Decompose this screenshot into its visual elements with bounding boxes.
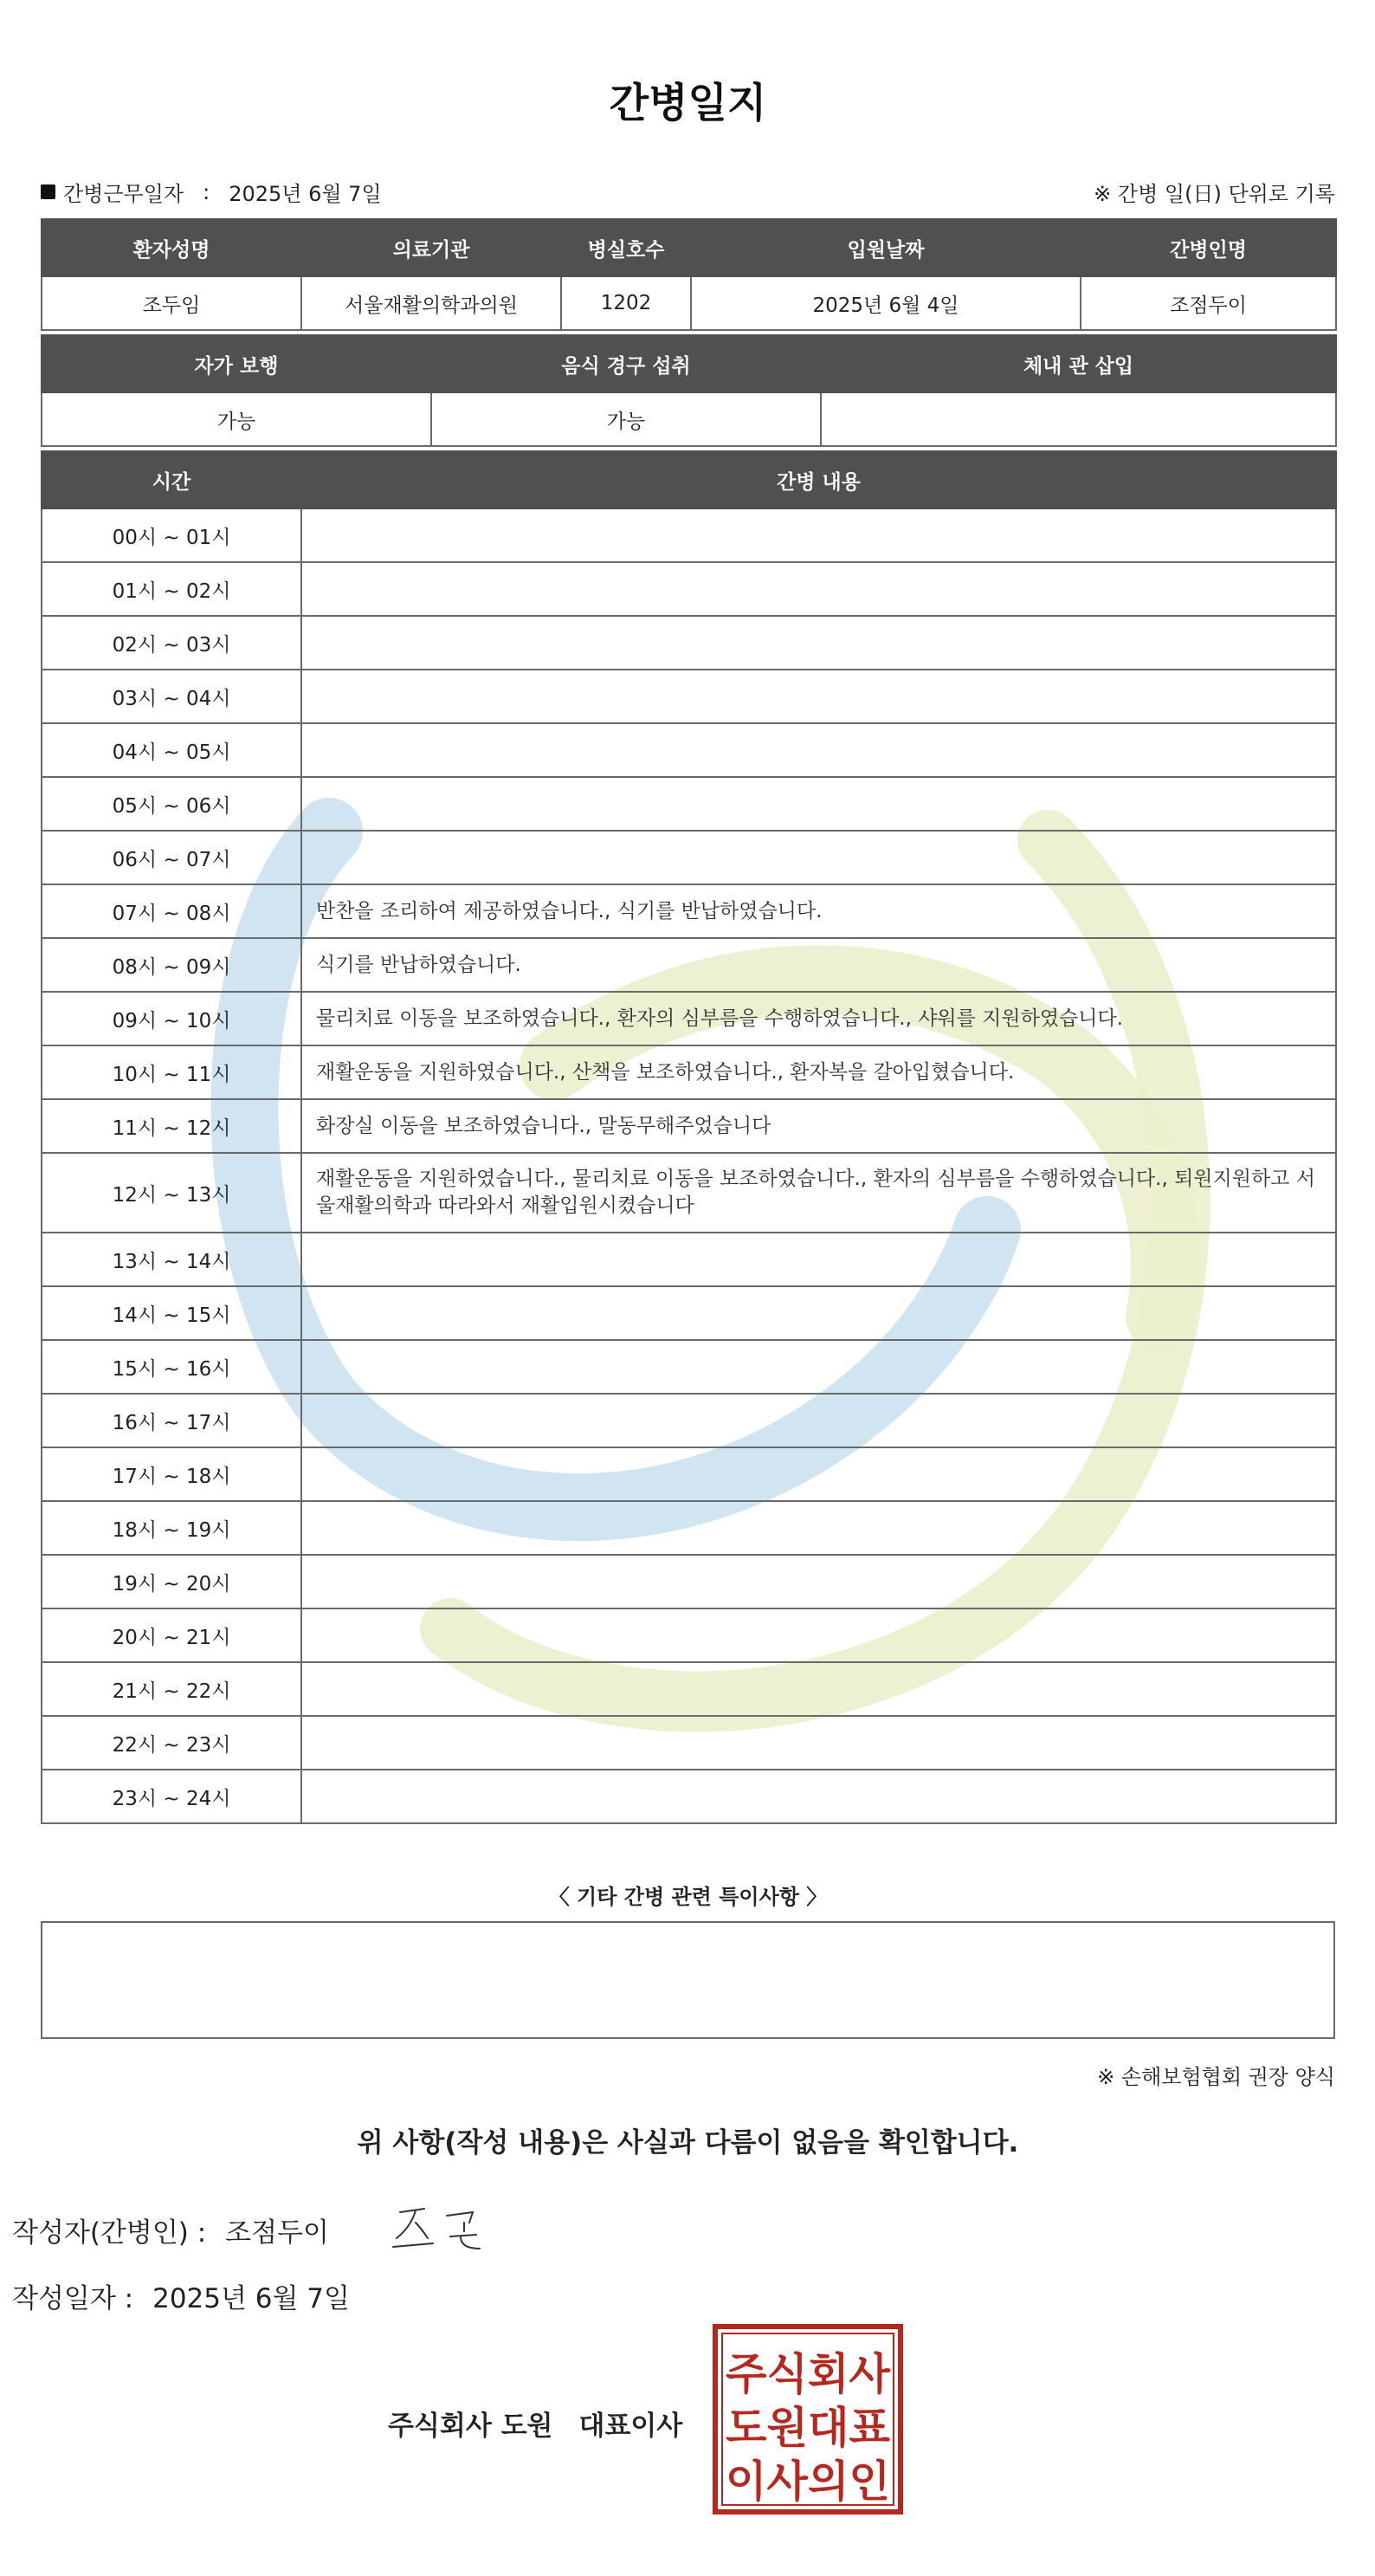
care-log-table xyxy=(41,450,1337,1824)
special-notes-box xyxy=(41,1921,1335,2039)
room-number: 1202 xyxy=(561,276,691,330)
care-log-content: 물리치료 이동을 보조하였습니다., 환자의 심부름을 수행하였습니다., 샤워를 지원하였습니다. xyxy=(301,992,1336,1045)
care-log-row xyxy=(42,1501,1336,1555)
writer-name: 조점두이 xyxy=(225,2217,329,2249)
care-log-content xyxy=(301,1608,1336,1662)
care-log-content xyxy=(301,616,1336,670)
care-log-row xyxy=(42,1233,1336,1286)
admission-date: 2025년 6월 4일 xyxy=(691,276,1081,330)
care-log-content xyxy=(301,777,1336,831)
care-log-row xyxy=(42,1394,1336,1447)
written-date-line xyxy=(12,2276,350,2315)
care-log-content xyxy=(301,1555,1336,1608)
care-log-time: 17시 ~ 18시 xyxy=(42,1447,301,1501)
care-log-time: 15시 ~ 16시 xyxy=(42,1340,301,1394)
care-log-row xyxy=(42,938,1336,992)
work-date-separator: : xyxy=(203,179,210,204)
care-log-row xyxy=(42,1608,1336,1662)
square-bullet-icon xyxy=(41,184,55,199)
svg-text:이사의인: 이사의인 xyxy=(726,2456,890,2507)
care-log-content xyxy=(301,831,1336,884)
page-title: 간병일지 xyxy=(609,80,767,127)
care-log-time: 22시 ~ 23시 xyxy=(42,1716,301,1770)
care-log-time: 23시 ~ 24시 xyxy=(42,1770,301,1823)
care-log-header-row xyxy=(42,451,1336,508)
care-log-content xyxy=(301,1501,1336,1555)
care-log-time: 18시 ~ 19시 xyxy=(42,1501,301,1555)
company-name: 주식회사 도원 xyxy=(388,2411,553,2442)
care-log-content xyxy=(301,508,1336,562)
patient-name: 조두임 xyxy=(42,276,301,330)
care-log-row xyxy=(42,1045,1336,1099)
work-date-label: 간병근무일자 xyxy=(63,182,184,206)
header-room-number: 병실호수 xyxy=(561,219,691,276)
care-log-row xyxy=(42,1447,1336,1501)
care-log-row xyxy=(42,1340,1336,1394)
company-line xyxy=(388,2404,682,2443)
confirmation-statement: 위 사항(작성 내용)은 사실과 다름이 없음을 확인합니다. xyxy=(357,2127,1019,2159)
writer-label: 작성자(간병인) : xyxy=(12,2217,207,2249)
care-log-time: 20시 ~ 21시 xyxy=(42,1608,301,1662)
oral-intake-value: 가능 xyxy=(431,392,821,446)
care-log-content xyxy=(301,562,1336,616)
care-log-time: 21시 ~ 22시 xyxy=(42,1662,301,1716)
patient-info-table xyxy=(41,218,1337,331)
care-log-time: 03시 ~ 04시 xyxy=(42,670,301,723)
care-log-time: 04시 ~ 05시 xyxy=(42,723,301,777)
header-time: 시간 xyxy=(42,451,301,508)
care-log-time: 06시 ~ 07시 xyxy=(42,831,301,884)
care-log-row xyxy=(42,723,1336,777)
care-log-row xyxy=(42,1099,1336,1153)
patient-info-value-row xyxy=(42,276,1336,330)
svg-text:주식회사: 주식회사 xyxy=(726,2349,891,2399)
care-log-time: 10시 ~ 11시 xyxy=(42,1045,301,1099)
written-date-label: 작성일자 : xyxy=(12,2283,134,2314)
tube-insertion-value xyxy=(821,392,1336,446)
care-log-time: 02시 ~ 03시 xyxy=(42,616,301,670)
care-log-row xyxy=(42,831,1336,884)
work-date-line xyxy=(41,177,382,207)
care-log-row xyxy=(42,562,1336,616)
care-log-time: 01시 ~ 02시 xyxy=(42,562,301,616)
care-log-content xyxy=(301,1770,1336,1823)
care-log-content: 식기를 반납하였습니다. xyxy=(301,938,1336,992)
care-log-content: 재활운동을 지원하였습니다., 산책을 보조하였습니다., 환자복을 갈아입혔습니다. xyxy=(301,1045,1336,1099)
header-tube-insertion: 체내 관 삽입 xyxy=(821,335,1336,392)
care-log-time: 16시 ~ 17시 xyxy=(42,1394,301,1447)
care-log-content xyxy=(301,670,1336,723)
header-hospital: 의료기관 xyxy=(301,219,561,276)
care-log-content xyxy=(301,1233,1336,1286)
care-log-row xyxy=(42,1770,1336,1823)
care-log-row xyxy=(42,884,1336,938)
handwritten-signature xyxy=(390,2197,502,2257)
care-log-content xyxy=(301,1286,1336,1340)
company-title: 대표이사 xyxy=(578,2411,683,2442)
care-log-row xyxy=(42,1153,1336,1233)
care-log-time: 13시 ~ 14시 xyxy=(42,1233,301,1286)
care-log-content: 반찬을 조리하여 제공하였습니다., 식기를 반납하였습니다. xyxy=(301,884,1336,938)
care-log-row xyxy=(42,616,1336,670)
care-log-time: 14시 ~ 15시 xyxy=(42,1286,301,1340)
care-log-content xyxy=(301,1662,1336,1716)
care-log-row xyxy=(42,1716,1336,1770)
care-log-content: 재활운동을 지원하였습니다., 물리치료 이동을 보조하였습니다., 환자의 심부름을 수행하였습니다., 퇴원지원하고 서울재활의학과 따라와서 재활입원시켰습니다 xyxy=(301,1153,1336,1233)
care-log-content xyxy=(301,1447,1336,1501)
work-date-value: 2025년 6월 7일 xyxy=(229,182,382,206)
care-log-content: 화장실 이동을 보조하였습니다., 말동무해주었습니다 xyxy=(301,1099,1336,1153)
care-log-row xyxy=(42,1286,1336,1340)
care-log-row xyxy=(42,508,1336,562)
self-walking-value: 가능 xyxy=(42,392,431,446)
header-care-content: 간병 내용 xyxy=(301,451,1336,508)
care-log-row xyxy=(42,670,1336,723)
written-date-value: 2025년 6월 7일 xyxy=(152,2283,350,2314)
header-admission-date: 입원날짜 xyxy=(691,219,1081,276)
care-log-content xyxy=(301,1394,1336,1447)
patient-status-header-row xyxy=(42,335,1336,392)
care-log-time: 11시 ~ 12시 xyxy=(42,1099,301,1153)
care-log-row xyxy=(42,777,1336,831)
daily-record-note: ※ 간병 일(日) 단위로 기록 xyxy=(1094,182,1335,206)
company-seal-stamp xyxy=(712,2323,904,2515)
care-log-time: 09시 ~ 10시 xyxy=(42,992,301,1045)
care-log-row xyxy=(42,1555,1336,1608)
care-log-time: 12시 ~ 13시 xyxy=(42,1153,301,1233)
writer-line xyxy=(12,2210,329,2249)
care-log-time: 00시 ~ 01시 xyxy=(42,508,301,562)
header-oral-intake: 음식 경구 섭취 xyxy=(431,335,821,392)
care-log-row xyxy=(42,992,1336,1045)
patient-info-header-row xyxy=(42,219,1336,276)
care-log-row xyxy=(42,1662,1336,1716)
header-self-walking: 자가 보행 xyxy=(42,335,431,392)
care-log-content xyxy=(301,1716,1336,1770)
caregiver-name: 조점두이 xyxy=(1081,276,1336,330)
special-notes-title: 〈 기타 간병 관련 특이사항 〉 xyxy=(548,1885,828,1909)
patient-status-value-row xyxy=(42,392,1336,446)
care-log-time: 19시 ~ 20시 xyxy=(42,1555,301,1608)
header-caregiver-name: 간병인명 xyxy=(1081,219,1336,276)
care-log-time: 05시 ~ 06시 xyxy=(42,777,301,831)
care-log-time: 07시 ~ 08시 xyxy=(42,884,301,938)
care-log-time: 08시 ~ 09시 xyxy=(42,938,301,992)
header-patient-name: 환자성명 xyxy=(42,219,301,276)
care-log-content xyxy=(301,1340,1336,1394)
patient-status-table xyxy=(41,334,1337,447)
hospital-name: 서울재활의학과의원 xyxy=(301,276,561,330)
svg-text:도원대표: 도원대표 xyxy=(726,2403,891,2453)
association-form-note: ※ 손해보험협회 권장 양식 xyxy=(1097,2065,1335,2089)
care-log-content xyxy=(301,723,1336,777)
